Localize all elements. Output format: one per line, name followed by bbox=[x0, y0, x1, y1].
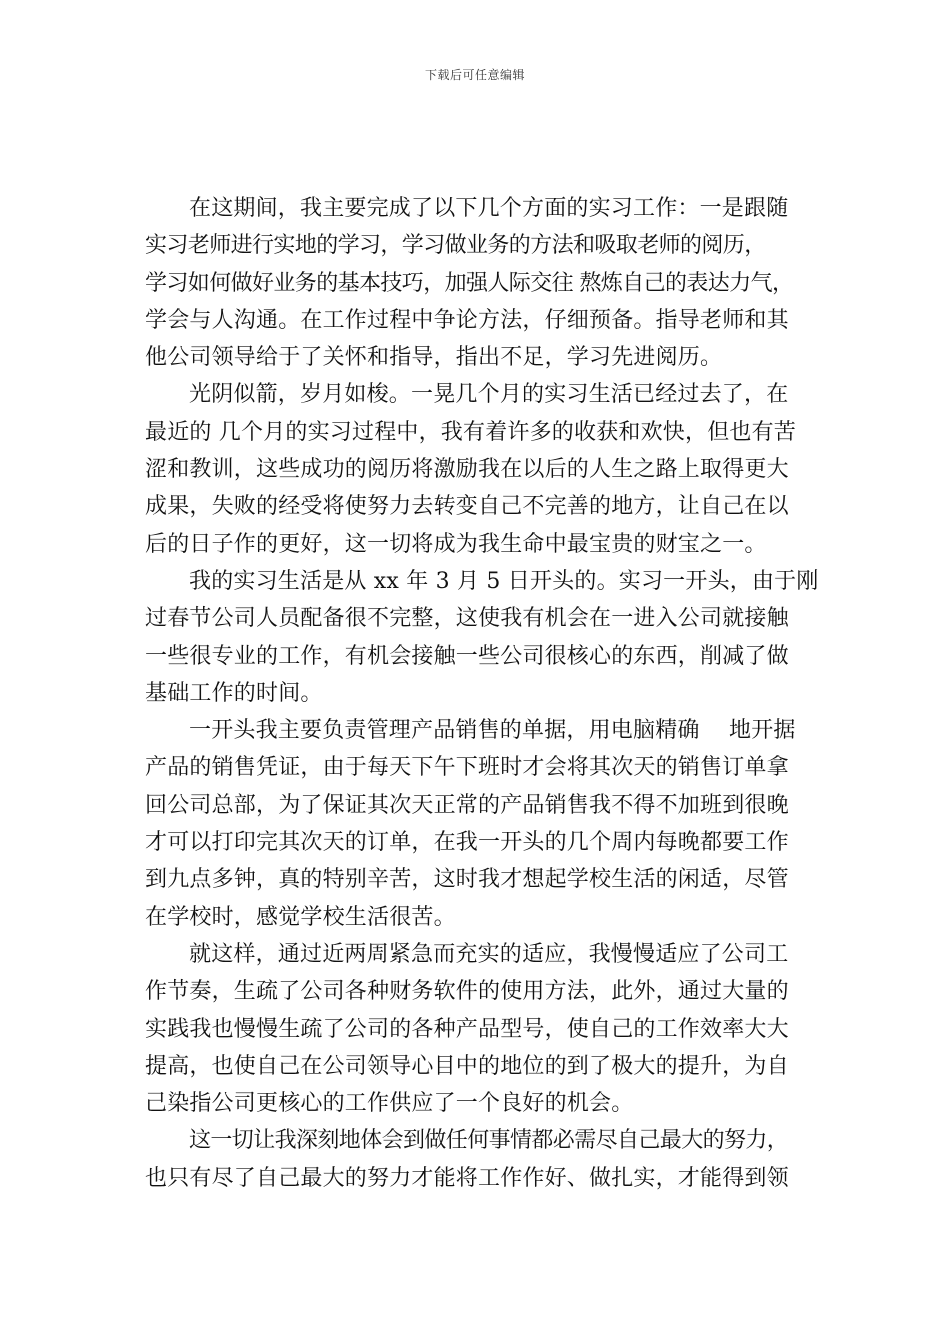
text-line: 光阴似箭，岁月如梭。一晃几个月的实习生活已经过去了，在 bbox=[189, 382, 789, 408]
text-line: 在学校时，感觉学校生活很苦。 bbox=[145, 904, 456, 930]
text-line: 成果，失败的经受将使努力去转变自己不完善的地方，让自己在以 bbox=[145, 494, 789, 520]
text-line: 也只有尽了自己最大的努力才能将工作作好、做扎实，才能得到领 bbox=[145, 1165, 789, 1191]
text-line: 一开头我主要负责管理产品销售的单据，用电脑精确 地开据 bbox=[189, 718, 796, 744]
text-line: 实习老师进行实地的学习，学习做业务的方法和吸取老师的阅历， bbox=[145, 233, 766, 259]
text-line: 到九点多钟，真的特别辛苦，这时我才想起学校生活的闲适，尽管 bbox=[145, 867, 789, 893]
text-line: 作节奏，生疏了公司各种财务软件的使用方法，此外，通过大量的 bbox=[145, 979, 789, 1005]
text-line: 就这样，通过近两周紧急而充实的适应，我慢慢适应了公司工 bbox=[189, 941, 789, 967]
document-body bbox=[145, 190, 825, 1197]
page-header: 下载后可任意编辑 bbox=[424, 68, 525, 82]
text-line: 才可以打印完其次天的订单，在我一开头的几个周内每晚都要工作 bbox=[145, 830, 789, 856]
text-line: 学会与人沟通。在工作过程中争论方法，仔细预备。指导老师和其 bbox=[145, 307, 789, 333]
text-line: 过春节公司人员配备很不完整，这使我有机会在一进入公司就接触 bbox=[145, 606, 789, 632]
text-line: 己染指公司更核心的工作供应了一个良好的机会。 bbox=[145, 1091, 634, 1117]
text-line: 在这期间，我主要完成了以下几个方面的实习工作：一是跟随 bbox=[189, 196, 789, 221]
text-line: 实践我也慢慢生疏了公司的各种产品型号，使自己的工作效率大大 bbox=[145, 1016, 789, 1042]
text-line: 回公司总部，为了保证其次天正常的产品销售我不得不加班到很晚 bbox=[145, 792, 789, 818]
text-line: 一些很专业的工作，有机会接触一些公司很核心的东西，削减了做 bbox=[145, 643, 789, 669]
text-line: 这一切让我深刻地体会到做任何事情都必需尽自己最大的努力， bbox=[189, 1128, 789, 1154]
text-line: 提高，也使自己在公司领导心目中的地位的到了极大的提升，为自 bbox=[145, 1053, 789, 1079]
text-line: 基础工作的时间。 bbox=[145, 680, 323, 706]
text-line: 最近的 几个月的实习过程中，我有着许多的收获和欢快，但也有苦 bbox=[145, 419, 796, 445]
text-line: 产品的销售凭证，由于每天下午下班时才会将其次天的销售订单拿 bbox=[145, 755, 789, 781]
text-line: 后的日子作的更好，这一切将成为我生命中最宝贵的财宝之一。 bbox=[145, 531, 767, 557]
text-line: 我的实习生活是从 xx 年 3 月 5 日开头的。实习一开头，由于刚 bbox=[189, 568, 819, 594]
text-line: 涩和教训，这些成功的阅历将激励我在以后的人生之路上取得更大 bbox=[145, 457, 789, 483]
text-line: 学习如何做好业务的基本技巧，加强人际交往 熬炼自己的表达力气， bbox=[145, 270, 794, 296]
text-line: 他公司领导给于了关怀和指导，指出不足，学习先进阅历。 bbox=[145, 345, 723, 371]
